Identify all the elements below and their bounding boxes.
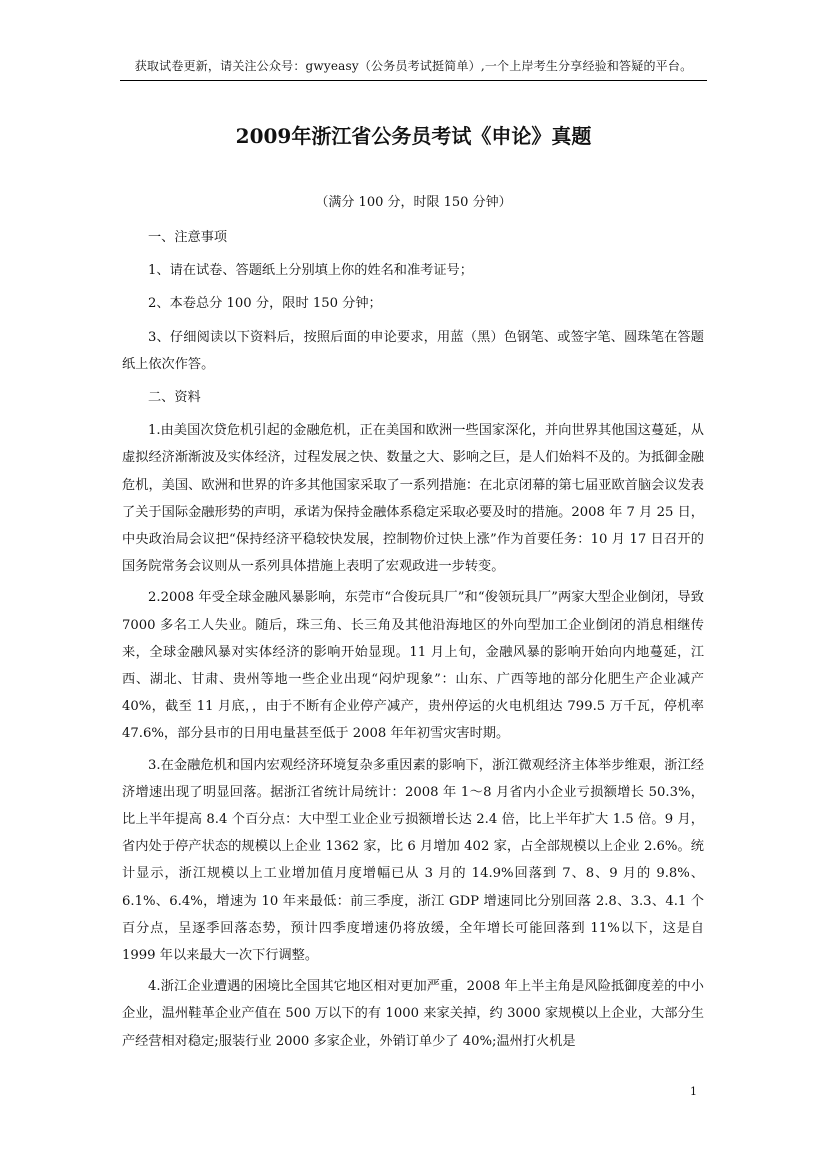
header-divider xyxy=(120,80,707,81)
section-heading-materials: 二、资料 xyxy=(148,390,201,406)
note-item: 1、请在试卷、答题纸上分别填上你的姓名和准考证号； xyxy=(148,263,473,279)
document-title: 2009年浙江省公务员考试《申论》真题 xyxy=(235,124,592,148)
note-item: 3、仔细阅读以下资料后，按照后面的申论要求，用蓝（黑）色钢笔、或签字笔、圆珠笔在答题纸上依次作答。 xyxy=(122,329,704,372)
section-heading-notes: 一、注意事项 xyxy=(148,230,228,245)
document-body xyxy=(122,224,704,1055)
page-header: 获取试卷更新，请关注公众号：gwyeasy（公务员考试挺简单）,一个上岸考生分享经验和答疑的平台。 xyxy=(134,59,693,73)
material-paragraph: 3.在金融危机和国内宏观经济环境复杂多重因素的影响下，浙江微观经济主体举步维艰，浙江经济增速出现了明显回落。据浙江省统计局统计：2008 年 1～8 月省内小企业亏损额增长 50.3%，比上半年提高 8.4 个百分点：大中型工业企业亏损额增长达 2.4 倍，比上半年扩大 1.5 倍。9 月，省内处于停产状态的规模以上企业 1362 家，比 6 月增加 402 家，占全部规模以上企业 2.6%。统计显示，浙江规模以上工业增加值月度增幅已从 3 月的 14.9%回落到 7、8、9 月的 9.8%、6.1%、6.4%，增速为 10 年来最低：前三季度，浙江 GDP 增速同比分别回落 2.8、3.3、4.1 个百分点，呈逐季回落态势，预计四季度增速仍将放缓，全年增长可能回落到 11%以下，这是自 1999 年以来最大一次下行调整。 xyxy=(122,757,704,964)
document-subtitle: （满分 100 分，时限 150 分钟） xyxy=(315,195,512,210)
material-paragraph: 1.由美国次贷危机引起的金融危机，正在美国和欧洲一些国家深化，并向世界其他国这蔓延，从虚拟经济渐渐波及实体经济，过程发展之快、数量之大、影响之巨，是人们始料不及的。为抵御金融危机，美国、欧洲和世界的许多其他国家采取了一系列措施：在北京闭幕的第七届亚欧首脑会议发表了关于国际金融形势的声明，承诺为保持金融体系稳定采取必要及时的措施。2008 年 7 月 25 日，中央政治局会议把“保持经济平稳较快发展，控制物价过快上涨”作为首要任务：10 月 17 日召开的国务院常务会议则从一系列具体措施上表明了宏观政进一步转变。 xyxy=(122,423,704,575)
page-number: 1 xyxy=(690,1085,697,1098)
note-item: 2、本卷总分 100 分，限时 150 分钟； xyxy=(148,296,382,312)
material-paragraph: 2.2008 年受全球金融风暴影响，东莞市“合俊玩具厂”和“俊领玩具厂”两家大型企业倒闭，导致 7000 多名工人失业。随后，珠三角、长三角及其他沿海地区的外向型加工企业倒闭的消息相继传来，全球金融风暴对实体经济的影响开始显现。11 月上旬，金融风暴的影响开始向内地蔓延，江西、湖北、甘肃、贵州等地一些企业出现“闷炉现象”：山东、广西等地的部分化肥生产企业减产 40%，截至 11 月底，，由于不断有企业停产减产，贵州停运的火电机组达 799.5 万千瓦，停机率 47.6%，部分县市的日用电量甚至低于 2008 年年初雪灾害时期。 xyxy=(122,590,704,742)
material-paragraph: 4.浙江企业遭遇的困境比全国其它地区相对更加严重，2008 年上半主角是风险抵御度差的中小企业，温州鞋革企业产值在 500 万以下的有 1000 来家关掉，约 3000 家规模以上企业，大部分生产经营相对稳定;服装行业 2000 多家企业，外销订单少了 40%;温州打火机是 xyxy=(122,979,704,1049)
